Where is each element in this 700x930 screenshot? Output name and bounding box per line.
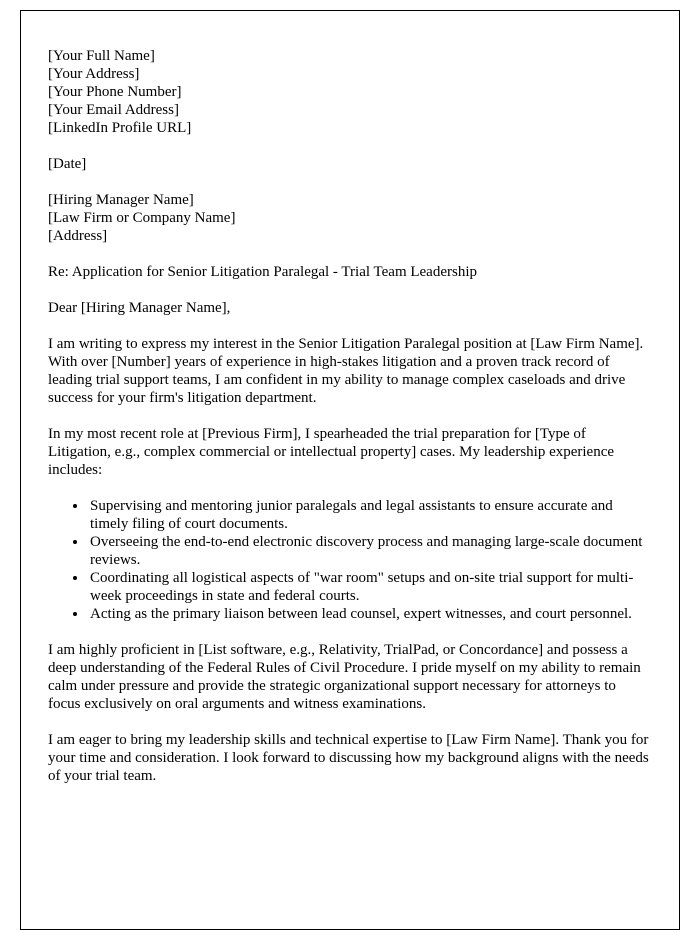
bullet-coordinating: • Coordinating all logistical aspects of "war room" setups and on-site trial support for multi-week proceedings in state and federal courts. [88, 569, 651, 605]
bullet-liaison: • Acting as the primary liaison between lead counsel, expert witnesses, and court personnel. [88, 605, 651, 623]
recipient-name-line: [Hiring Manager Name] [48, 192, 194, 208]
recipient-address-line: [Address] [48, 228, 108, 244]
sender-email-line: [Your Email Address] [48, 102, 179, 118]
recipient-block [48, 191, 651, 245]
date-line: [Date] [48, 156, 87, 172]
sender-block [48, 47, 651, 137]
paragraph-intro: I am writing to express my interest in the Senior Litigation Paralegal position at [Law Firm Name]. With over [Number] years of experience in high-stakes litigation and a proven track record of leading trial support teams, I am confident in my ability to manage complex caseloads and drive success for your firm's litigation department. [48, 336, 644, 406]
paragraph-skills: I am highly proficient in [List software, e.g., Relativity, TrialPad, or Concordance] and possess a deep understanding of the Federal Rules of Civil Procedure. I pride myself on my ability to remain calm under pressure and provide the strategic organizational support necessary for attorneys to focus exclusively on oral arguments and witness examinations. [48, 642, 641, 712]
sender-linkedin-line: [LinkedIn Profile URL] [48, 120, 192, 136]
leadership-bullet-list [48, 497, 651, 623]
recipient-company-line: [Law Firm or Company Name] [48, 210, 236, 226]
bullet-overseeing: • Overseeing the end-to-end electronic discovery process and managing large-scale document reviews. [88, 533, 651, 569]
sender-phone-line: [Your Phone Number] [48, 84, 182, 100]
bullet-supervising: • Supervising and mentoring junior paralegals and legal assistants to ensure accurate and timely filing of court documents. [88, 497, 651, 533]
letter-body [21, 11, 679, 785]
sender-address-line: [Your Address] [48, 66, 140, 82]
letter-page [20, 10, 680, 930]
date-block [48, 155, 651, 173]
paragraph-experience: In my most recent role at [Previous Firm], I spearheaded the trial preparation for [Type of Litigation, e.g., complex commercial or intellectual property] cases. My leadership experience includes: [48, 426, 615, 478]
sender-name-line: [Your Full Name] [48, 48, 155, 64]
paragraph-closing: I am eager to bring my leadership skills and technical expertise to [Law Firm Name]. Thank you for your time and consideration. I look forward to discussing how my background aligns with the needs of your trial team. [48, 732, 649, 784]
salutation: Dear [Hiring Manager Name], [48, 300, 231, 316]
subject-line: Re: Application for Senior Litigation Paralegal - Trial Team Leadership [48, 264, 477, 280]
